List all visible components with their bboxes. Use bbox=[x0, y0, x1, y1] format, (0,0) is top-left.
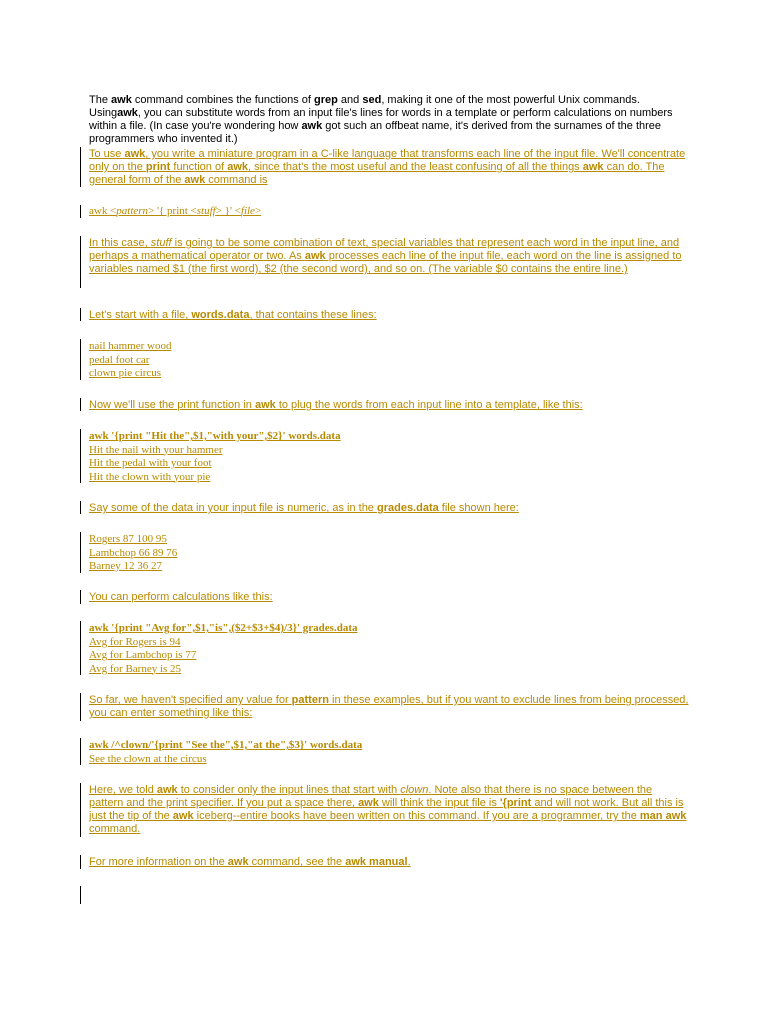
grades-data-listing[interactable] bbox=[89, 533, 689, 574]
paragraph-words-data[interactable]: Let's start with a file, words.data, that contains these lines: bbox=[89, 309, 377, 321]
paragraph-to-use-awk[interactable]: To use awk, you write a miniature program in a C-like language that transforms each line of the input file. We'll concentrate only on the print function of awk, since that's the most useful and the least confusing of all the things awk can do. The general form of the awk command is bbox=[89, 148, 686, 186]
change-bar bbox=[80, 886, 81, 904]
example-see-the[interactable] bbox=[89, 739, 689, 766]
output-line: Avg for Lambchop is 77 bbox=[89, 649, 197, 661]
words-data-listing[interactable] bbox=[89, 340, 689, 381]
paragraph-calculations[interactable]: You can perform calculations like this: bbox=[89, 591, 273, 603]
change-bar bbox=[80, 236, 81, 288]
paragraph-print-function[interactable]: Now we'll use the print function in awk to plug the words from each input line into a template, like this: bbox=[89, 399, 583, 411]
change-bar bbox=[80, 398, 81, 411]
change-bar bbox=[80, 621, 81, 675]
code-command: awk '{print "Hit the",$1,"with your",$2}' words.data bbox=[89, 430, 341, 442]
output-line: Avg for Rogers is 94 bbox=[89, 635, 181, 648]
code-command: awk /^clown/'{print "See the",$1,"at the",$3}' words.data bbox=[89, 739, 363, 751]
output-line: Hit the clown with your pie bbox=[89, 470, 211, 483]
change-bar bbox=[80, 501, 81, 514]
change-bar bbox=[80, 205, 81, 218]
output-line: Hit the nail with your hammer bbox=[89, 443, 223, 456]
change-bar bbox=[80, 783, 81, 837]
awk-manual-link[interactable]: awk manual bbox=[345, 856, 408, 868]
change-bar bbox=[80, 738, 81, 765]
list-item: Rogers 87 100 95 bbox=[89, 533, 167, 545]
change-bar bbox=[80, 855, 81, 869]
paragraph-more-information[interactable]: For more information on the awk command, see the awk manual. bbox=[89, 856, 411, 868]
list-item: Barney 12 36 27 bbox=[89, 560, 163, 572]
change-bar bbox=[80, 590, 81, 604]
change-bar bbox=[80, 429, 81, 483]
output-line: Hit the pedal with your foot bbox=[89, 457, 212, 469]
code-command: awk '{print "Avg for",$1,"is",($2+$3+$4)/3}' grades.data bbox=[89, 622, 358, 634]
awk-syntax-line[interactable]: awk <pattern> '{ print <stuff> }' <file> bbox=[89, 205, 262, 217]
change-bar bbox=[80, 339, 81, 380]
change-bar bbox=[80, 532, 81, 573]
list-item: nail hammer wood bbox=[89, 340, 172, 352]
output-line: Avg for Barney is 25 bbox=[89, 662, 182, 675]
intro-paragraph: The awk command combines the functions of grep and sed, making it one of the most powerful Unix commands. Usingawk, you can substitute words from an input file's lines for words in a template or perform calculations on numbers within a file. (In case you're wondering how awk got such an offbeat name, it's derived from the surnames of the three programmers who invented it.) bbox=[89, 94, 673, 145]
list-item: clown pie circus bbox=[89, 367, 162, 379]
output-line: See the clown at the circus bbox=[89, 752, 207, 765]
change-bar bbox=[80, 147, 81, 187]
list-item: pedal foot car bbox=[89, 353, 150, 366]
change-bar bbox=[80, 693, 81, 721]
paragraph-here-we-told[interactable]: Here, we told awk to consider only the input lines that start with clown. Note also that there is no space between the pattern and the print specifier. If you put a space there, awk will think the input file is '{print and will not work. But all this is just the tip of the awk iceberg--entire books have been written on this command. If you are a programmer, try the man awk command. bbox=[89, 784, 687, 835]
paragraph-stuff-explanation[interactable]: In this case, stuff is going to be some combination of text, special variables that represent each word in the input line, and perhaps a mathematical operator or two. As awk processes each line of the input file, each word on the line is assigned to variables named $1 (the first word), $2 (the second word), and so on. (The variable $0 contains the entire line.) bbox=[89, 237, 682, 275]
example-hit-the[interactable] bbox=[89, 430, 689, 484]
paragraph-grades-data[interactable]: Say some of the data in your input file is numeric, as in the grades.data file shown here: bbox=[89, 502, 519, 514]
list-item: Lambchop 66 89 76 bbox=[89, 546, 178, 559]
paragraph-pattern[interactable]: So far, we haven't specified any value for pattern in these examples, but if you want to exclude lines from being processed, you can enter something like this: bbox=[89, 694, 689, 719]
example-avg-for[interactable] bbox=[89, 622, 689, 676]
change-bar bbox=[80, 308, 81, 321]
